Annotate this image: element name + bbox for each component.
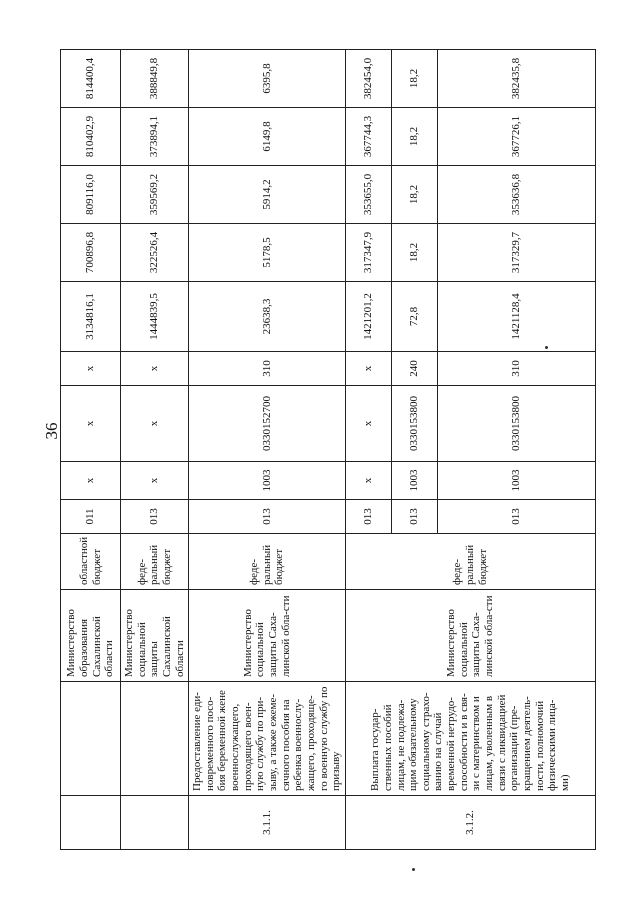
row-num: 3.1.1. <box>189 796 346 850</box>
csr-cell: х <box>121 386 189 462</box>
year-cell: 18,2 <box>391 108 437 166</box>
grbs-cell: 011 <box>61 500 121 534</box>
grbs-cell: 013 <box>391 500 437 534</box>
table-row <box>61 50 121 850</box>
grbs-cell: 013 <box>437 500 595 534</box>
year-cell: 6149,8 <box>189 108 346 166</box>
budget-table <box>60 49 596 850</box>
table-row <box>345 50 391 850</box>
row-num <box>61 796 121 850</box>
org-cell: Министерство образования Сахалинской области <box>61 590 121 682</box>
total-cell: 1421128,4 <box>437 282 595 352</box>
total-cell: 1444839,5 <box>121 282 189 352</box>
measure-cell: Выплата государ-ственных пособий лицам, не подлежа-щим обязательному социальному страхо-ванию на случай временной нетрудо-способности и в свя-зи с материнством и лицам, уволенным в связи с ликвидацией организаций (пре-кращением деятель-ности, полномочий физическими лица-ми) <box>345 682 595 796</box>
year-cell: 373894,1 <box>121 108 189 166</box>
rz-cell: х <box>61 462 121 500</box>
year-cell: 5914,2 <box>189 166 346 224</box>
measure-cell: Предоставление еди-новременного посо-бия беременной жене военнослужащего, проходящего воен-ную службу по при-зыву, а также ежеме-сячного пособия на ребенка военнослу-жащего, проходяще-го военную службу по призыву <box>189 682 346 796</box>
table-row <box>121 50 189 850</box>
year-cell: 367744,3 <box>345 108 391 166</box>
year-cell: 809116,0 <box>61 166 121 224</box>
year-cell: 317329,7 <box>437 224 595 282</box>
year-cell: 382435,8 <box>437 50 595 108</box>
vr-cell: х <box>345 352 391 386</box>
year-cell: 18,2 <box>391 224 437 282</box>
vr-cell: х <box>121 352 189 386</box>
year-cell: 18,2 <box>391 50 437 108</box>
csr-cell: 0330153800 <box>437 386 595 462</box>
org-cell: Министерство социальной защиты Сахалинской области <box>121 590 189 682</box>
year-cell: 382454,0 <box>345 50 391 108</box>
org-cell: Министерство социальной защиты Саха-линской обла-сти <box>345 590 595 682</box>
row-num <box>121 796 189 850</box>
page-number: 36 <box>42 422 61 440</box>
measure-cell <box>121 682 189 796</box>
vr-cell: х <box>61 352 121 386</box>
year-cell: 367726,1 <box>437 108 595 166</box>
measure-cell <box>61 682 121 796</box>
rz-cell: х <box>345 462 391 500</box>
year-cell: 810402,9 <box>61 108 121 166</box>
rz-cell: 1003 <box>437 462 595 500</box>
total-cell: 1421201,2 <box>345 282 391 352</box>
rz-cell: х <box>121 462 189 500</box>
csr-cell: 0330153800 <box>391 386 437 462</box>
csr-cell: 0330152700 <box>189 386 346 462</box>
total-cell: 3134816,1 <box>61 282 121 352</box>
source-cell: феде-ральный бюджет <box>121 534 189 590</box>
rz-cell: 1003 <box>391 462 437 500</box>
year-cell: 700896,8 <box>61 224 121 282</box>
vr-cell: 310 <box>437 352 595 386</box>
grbs-cell: 013 <box>121 500 189 534</box>
year-cell: 322526,4 <box>121 224 189 282</box>
scan-speck <box>545 346 548 349</box>
source-cell: областной бюджет <box>61 534 121 590</box>
table-row <box>189 50 346 850</box>
source-cell: феде-ральный бюджет <box>189 534 346 590</box>
org-cell: Министерство социальной защиты Саха-линской обла-сти <box>189 590 346 682</box>
vr-cell: 240 <box>391 352 437 386</box>
year-cell: 353655,0 <box>345 166 391 224</box>
total-cell: 72,8 <box>391 282 437 352</box>
grbs-cell: 013 <box>189 500 346 534</box>
row-num: 3.1.2. <box>345 796 595 850</box>
rotated-table-wrapper <box>60 50 580 850</box>
source-cell: феде-ральный бюджет <box>345 534 595 590</box>
year-cell: 317347,9 <box>345 224 391 282</box>
scan-speck <box>412 868 415 871</box>
year-cell: 6395,8 <box>189 50 346 108</box>
year-cell: 353636,8 <box>437 166 595 224</box>
total-cell: 23638,3 <box>189 282 346 352</box>
year-cell: 18,2 <box>391 166 437 224</box>
vr-cell: 310 <box>189 352 346 386</box>
year-cell: 5178,5 <box>189 224 346 282</box>
grbs-cell: 013 <box>345 500 391 534</box>
year-cell: 814400,4 <box>61 50 121 108</box>
csr-cell: х <box>61 386 121 462</box>
year-cell: 388849,8 <box>121 50 189 108</box>
csr-cell: х <box>345 386 391 462</box>
year-cell: 359569,2 <box>121 166 189 224</box>
rz-cell: 1003 <box>189 462 346 500</box>
